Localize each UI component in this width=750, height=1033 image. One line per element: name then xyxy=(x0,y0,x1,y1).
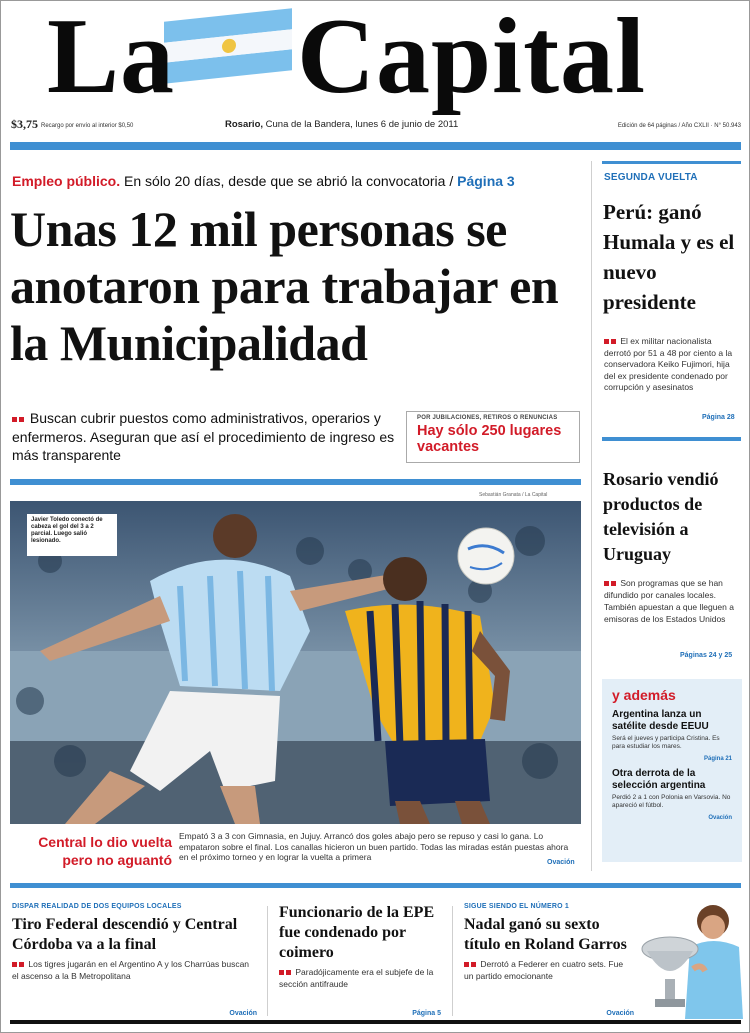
masthead-rule xyxy=(10,142,741,150)
bottom-story-epe[interactable] xyxy=(279,903,441,1015)
newspaper-logo[interactable] xyxy=(39,0,719,116)
ademas-item-page-link[interactable]: Ovación xyxy=(708,815,732,821)
bullet-icon xyxy=(471,962,476,967)
bottom-story-source-link[interactable]: Ovación xyxy=(606,1010,634,1017)
sports-headline[interactable]: Central lo dio vuelta pero no aguantó xyxy=(38,834,172,868)
bottom-strip-rule xyxy=(10,883,741,888)
bottom-story-tiro-federal[interactable] xyxy=(12,903,257,1015)
lead-deck-text: Buscan cubrir puestos como administrativos, operarios y enfermeros. Aseguran que así el procedimiento de ingreso es más transparente xyxy=(12,410,395,463)
bottom-story-body-text: Derrotó a Federer en cuatro sets. Fue un partido emocionante xyxy=(464,959,624,981)
bullet-icon xyxy=(604,581,609,586)
dateline-place: Rosario, xyxy=(225,119,264,130)
bottom-story-page-link[interactable]: Página 5 xyxy=(412,1010,441,1017)
price-surcharge-note: Recargo por envío al interior $0,50 xyxy=(41,123,134,129)
dateline-date: Cuna de la Bandera, lunes 6 de junio de 2011 xyxy=(265,119,459,130)
photo-caption: Javier Toledo conectó de cabeza el gol del 3 a 2 parcial. Luego salió lesionado. xyxy=(27,514,117,556)
bottom-story-body-text: Paradójicamente era el subjefe de la sección antifraude xyxy=(279,967,434,989)
vacancies-boxout[interactable] xyxy=(406,411,580,463)
column-divider xyxy=(591,161,592,871)
peru-body xyxy=(604,336,740,394)
right-column-rule xyxy=(602,437,741,441)
ademas-item-body: Será el jueves y participa Cristina. Es para estudiar los mares. xyxy=(612,735,720,750)
bottom-rule xyxy=(10,1020,741,1024)
bullet-icon xyxy=(12,417,17,422)
lead-headline[interactable]: Unas 12 mil personas se anotaron para trabajar en la Municipalidad xyxy=(10,201,559,371)
nadal-trophy-photo[interactable] xyxy=(635,899,743,1019)
kicker-section: Empleo público. xyxy=(12,173,121,189)
logo-word-capital: Capital xyxy=(297,0,647,116)
sports-body: Empató 3 a 3 con Gimnasia, en Jujuy. Arrancó dos goles abajo pero se repuso y casi lo gana. Lo empataron sobre el final. Los canallas hicieron un buen partido. Todas las miradas están puestas ahora en el próximo torneo y en lograr la vuelta a primera xyxy=(179,831,569,862)
sports-source-link[interactable]: Ovación xyxy=(547,859,575,866)
bottom-story-body xyxy=(279,966,441,990)
ademas-title: y además xyxy=(612,687,676,703)
lead-deck xyxy=(12,409,402,465)
peru-headline[interactable]: Perú: ganó Humala y es el nuevo presidente xyxy=(603,200,735,314)
lead-kicker[interactable] xyxy=(12,173,515,189)
boxout-text: Hay sólo 250 lugares vacantes xyxy=(417,423,562,455)
bottom-story-section: SIGUE SIENDO EL NÚMERO 1 xyxy=(464,903,570,910)
bullet-icon xyxy=(12,962,17,967)
ademas-item-headline[interactable]: Otra derrota de la selección argentina xyxy=(612,768,706,791)
rosario-tv-page-link[interactable]: Páginas 24 y 25 xyxy=(680,652,733,659)
rosario-tv-body xyxy=(604,577,740,625)
bottom-story-body-text: Los tigres jugarán en el Argentino A y los Charrúas buscan el ascenso a la B Metropolitana xyxy=(12,959,250,981)
peru-body-text: El ex militar nacionalista derrotó por 51 a 48 por ciento a la conservadora Keiko Fujimori, hija del ex presidente condenado por corrupción y asesinatos xyxy=(604,336,733,392)
ademas-item-page-link[interactable]: Página 21 xyxy=(703,756,732,762)
bottom-story-source-link[interactable]: Ovación xyxy=(229,1010,257,1017)
rosario-tv-body-text: Son programas que se han difundido por canales locales. También apuestan a que lleguen a emisoras de los Estados Unidos xyxy=(604,578,734,624)
boxout-label: POR JUBILACIONES, RETIROS O RENUNCIAS xyxy=(417,415,558,421)
bullet-icon xyxy=(464,962,469,967)
bullet-icon xyxy=(286,970,291,975)
bottom-story-nadal[interactable] xyxy=(464,903,634,1015)
rosario-tv-headline[interactable]: Rosario vendió productos de televisión a Uruguay xyxy=(603,469,719,564)
ademas-item-headline[interactable]: Argentina lanza un satélite desde EEUU xyxy=(612,709,709,732)
bottom-divider xyxy=(267,906,268,1016)
masthead xyxy=(1,1,750,141)
logo-word-la: La xyxy=(47,0,176,116)
edition-info: Edición de 64 páginas / Año CXLII · N° 50.943 xyxy=(617,123,741,129)
bullet-icon xyxy=(19,417,24,422)
bullet-icon xyxy=(611,581,616,586)
bullet-icon xyxy=(604,339,609,344)
bullet-icon xyxy=(279,970,284,975)
cover-price: $3,75 xyxy=(11,117,38,131)
bottom-story-headline[interactable]: Nadal ganó su sexto título en Roland Garros xyxy=(464,916,627,953)
right-column-section: SEGUNDA VUELTA xyxy=(604,172,698,183)
bottom-story-headline[interactable]: Tiro Federal descendió y Central Córdoba va a la final xyxy=(12,916,238,953)
ademas-item-body: Perdió 2 a 1 con Polonia en Varsovia. No apareció el fútbol. xyxy=(612,794,731,809)
kicker-text: En sólo 20 días, desde que se abrió la convocatoria / xyxy=(124,173,454,189)
kicker-page-link[interactable]: Página 3 xyxy=(457,173,515,189)
bullet-icon xyxy=(611,339,616,344)
masthead-info-bar xyxy=(1,117,750,139)
section-rule xyxy=(10,479,581,485)
bottom-story-section: DISPAR REALIDAD DE DOS EQUIPOS LOCALES xyxy=(12,903,182,910)
bottom-story-headline[interactable]: Funcionario de la EPE fue condenado por coimero xyxy=(279,904,435,961)
photo-credit: Sebastián Granata / La Capital xyxy=(479,492,548,498)
bullet-icon xyxy=(19,962,24,967)
peru-page-link[interactable]: Página 28 xyxy=(702,414,735,421)
bottom-story-body xyxy=(12,958,257,982)
right-column-rule xyxy=(602,161,741,164)
ademas-box xyxy=(602,679,742,862)
bottom-story-body xyxy=(464,958,634,982)
bottom-divider xyxy=(452,906,453,1016)
dateline xyxy=(225,119,458,130)
